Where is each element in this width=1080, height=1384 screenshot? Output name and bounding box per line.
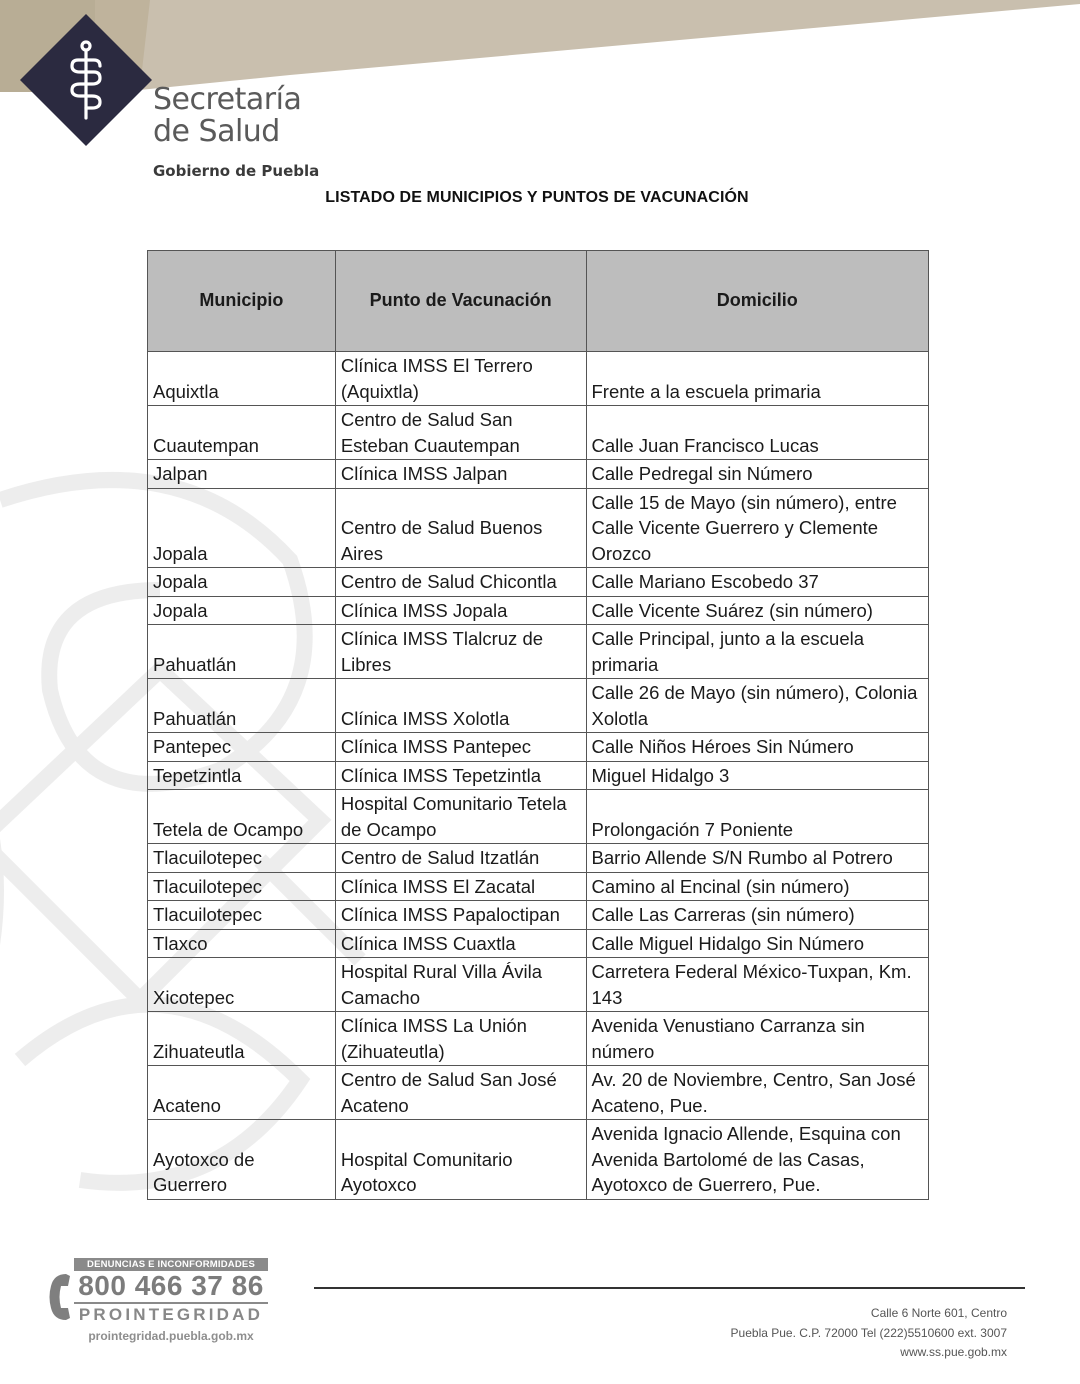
cell-punto-vacunacion: Centro de Salud Chicontla (335, 568, 586, 597)
cell-municipio: Jopala (148, 568, 336, 597)
cell-municipio: Aquixtla (148, 352, 336, 406)
table-row (148, 488, 929, 568)
column-header-municipio: Municipio (148, 251, 336, 352)
cell-domicilio: Calle 15 de Mayo (sin número), entre Calle Vicente Guerrero y Clemente Orozco (586, 488, 929, 568)
cell-punto-vacunacion: Clínica IMSS La Unión (Zihuateutla) (335, 1012, 586, 1066)
document-title: LISTADO DE MUNICIPIOS Y PUNTOS DE VACUNACIÓN (325, 189, 749, 206)
cell-punto-vacunacion: Clínica IMSS Jalpan (335, 460, 586, 489)
cell-punto-vacunacion: Clínica IMSS Tlalcruz de Libres (335, 625, 586, 679)
cell-municipio: Cuautempan (148, 406, 336, 460)
cell-municipio: Pahuatlán (148, 625, 336, 679)
complaints-badge: DENUNCIAS E INCONFORMIDADES (74, 1258, 268, 1271)
cell-punto-vacunacion: Clínica IMSS El Terrero (Aquixtla) (335, 352, 586, 406)
org-name-line2: de Salud (153, 114, 280, 149)
cell-municipio: Tlacuilotepec (148, 872, 336, 901)
hotline-divider (74, 1302, 268, 1304)
cell-municipio: Pahuatlán (148, 679, 336, 733)
footer-address (731, 1304, 1007, 1363)
cell-punto-vacunacion: Centro de Salud San Esteban Cuautempan (335, 406, 586, 460)
cell-domicilio: Calle Mariano Escobedo 37 (586, 568, 929, 597)
cell-domicilio: Prolongación 7 Poniente (586, 790, 929, 844)
column-header-domicilio: Domicilio (586, 251, 929, 352)
address-line-2: Puebla Pue. C.P. 72000 Tel (222)5510600 ext. 3007 (730, 1325, 1007, 1340)
cell-punto-vacunacion: Clínica IMSS Cuaxtla (335, 929, 586, 958)
cell-municipio: Tlacuilotepec (148, 901, 336, 930)
table-row (148, 460, 929, 489)
table-row (148, 761, 929, 790)
cell-domicilio: Calle Principal, junto a la escuela primaria (586, 625, 929, 679)
footer-divider (314, 1287, 1025, 1289)
table-row (148, 1066, 929, 1120)
cell-domicilio: Calle Juan Francisco Lucas (586, 406, 929, 460)
table-row (148, 406, 929, 460)
cell-punto-vacunacion: Centro de Salud Buenos Aires (335, 488, 586, 568)
table-row (148, 1120, 929, 1200)
org-name-line1: Secretaría (153, 82, 302, 117)
cell-municipio: Jopala (148, 596, 336, 625)
table-header-row (148, 251, 929, 352)
cell-punto-vacunacion: Clínica IMSS Tepetzintla (335, 761, 586, 790)
cell-domicilio: Calle 26 de Mayo (sin número), Colonia Xolotla (586, 679, 929, 733)
cell-punto-vacunacion: Clínica IMSS Papaloctipan (335, 901, 586, 930)
cell-municipio: Xicotepec (148, 958, 336, 1012)
cell-punto-vacunacion: Centro de Salud Itzatlán (335, 844, 586, 873)
table-row (148, 679, 929, 733)
cell-municipio: Zihuateutla (148, 1012, 336, 1066)
table-row (148, 733, 929, 762)
table-row (148, 844, 929, 873)
address-line-1: Calle 6 Norte 601, Centro (870, 1306, 1007, 1320)
cell-domicilio: Avenida Ignacio Allende, Esquina con Avenida Bartolomé de las Casas, Ayotoxco de Guerrero, Pue. (586, 1120, 929, 1200)
cell-punto-vacunacion: Clínica IMSS Xolotla (335, 679, 586, 733)
cell-domicilio: Frente a la escuela primaria (586, 352, 929, 406)
cell-domicilio: Calle Pedregal sin Número (586, 460, 929, 489)
cell-punto-vacunacion: Centro de Salud San José Acateno (335, 1066, 586, 1120)
cell-punto-vacunacion: Clínica IMSS Pantepec (335, 733, 586, 762)
org-brand (153, 84, 319, 180)
table-row (148, 790, 929, 844)
cell-municipio: Ayotoxco de Guerrero (148, 1120, 336, 1200)
prointegridad-link[interactable]: prointegridad.puebla.gob.mx (88, 1329, 254, 1343)
cell-punto-vacunacion: Hospital Comunitario Tetela de Ocampo (335, 790, 586, 844)
cell-domicilio: Avenida Venustiano Carranza sin número (586, 1012, 929, 1066)
table-row (148, 929, 929, 958)
cell-domicilio: Calle Vicente Suárez (sin número) (586, 596, 929, 625)
phone-icon (46, 1272, 74, 1322)
cell-municipio: Pantepec (148, 733, 336, 762)
cell-municipio: Tetela de Ocampo (148, 790, 336, 844)
cell-municipio: Tlacuilotepec (148, 844, 336, 873)
table-row (148, 901, 929, 930)
cell-municipio: Tlaxco (148, 929, 336, 958)
cell-municipio: Tepetzintla (148, 761, 336, 790)
logo-caduceus (20, 14, 152, 146)
cell-municipio: Acateno (148, 1066, 336, 1120)
cell-domicilio: Calle Miguel Hidalgo Sin Número (586, 929, 929, 958)
cell-punto-vacunacion: Clínica IMSS El Zacatal (335, 872, 586, 901)
hotline-number: 800 466 37 86 (78, 1270, 264, 1301)
cell-punto-vacunacion: Clínica IMSS Jopala (335, 596, 586, 625)
cell-punto-vacunacion: Hospital Comunitario Ayotoxco (335, 1120, 586, 1200)
table-row (148, 568, 929, 597)
website-link[interactable]: www.ss.pue.gob.mx (900, 1345, 1007, 1359)
cell-domicilio: Camino al Encinal (sin número) (586, 872, 929, 901)
cell-municipio: Jopala (148, 488, 336, 568)
vaccination-points-table (147, 250, 929, 1200)
cell-domicilio: Av. 20 de Noviembre, Centro, San José Acateno, Pue. (586, 1066, 929, 1120)
cell-domicilio: Calle Niños Héroes Sin Número (586, 733, 929, 762)
government-label: Gobierno de Puebla (153, 162, 320, 180)
table-row (148, 958, 929, 1012)
table-row (148, 596, 929, 625)
cell-municipio: Jalpan (148, 460, 336, 489)
cell-domicilio: Barrio Allende S/N Rumbo al Potrero (586, 844, 929, 873)
cell-domicilio: Calle Las Carreras (sin número) (586, 901, 929, 930)
prointegridad-label: PROINTEGRIDAD (78, 1305, 264, 1324)
column-header-punto: Punto de Vacunación (335, 251, 586, 352)
cell-punto-vacunacion: Hospital Rural Villa Ávila Camacho (335, 958, 586, 1012)
table-row (148, 352, 929, 406)
table-row (148, 1012, 929, 1066)
cell-domicilio: Carretera Federal México-Tuxpan, Km. 143 (586, 958, 929, 1012)
table-row (148, 625, 929, 679)
cell-domicilio: Miguel Hidalgo 3 (586, 761, 929, 790)
table-row (148, 872, 929, 901)
